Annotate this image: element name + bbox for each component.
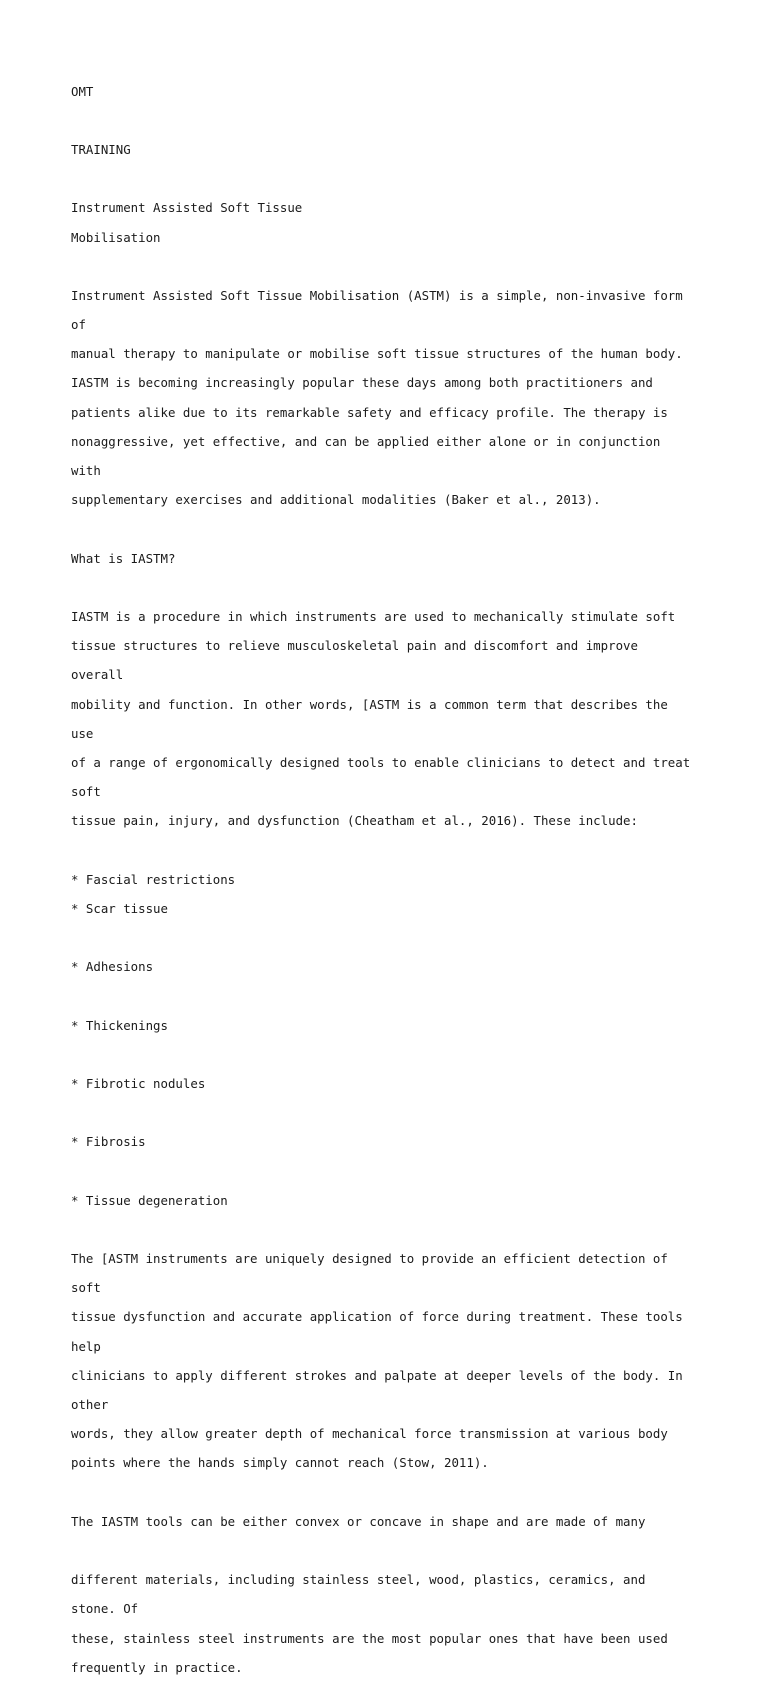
title-line: Instrument Assisted Soft Tissue: [71, 200, 303, 216]
definition-line: use: [71, 725, 94, 741]
doc-title: [71, 187, 751, 260]
bullet-group-6: [71, 1179, 751, 1223]
definition-line: of a range of ergonomically designed tools to enable clinicians to detect and treat: [71, 754, 691, 770]
intro-paragraph: [71, 274, 751, 522]
instruments-line: tissue dysfunction and accurate application of force during treatment. These tools: [71, 1309, 683, 1325]
header-text: OMT: [71, 83, 94, 99]
bullet-group-3: [71, 1004, 751, 1048]
tools-first-line-block: [71, 1500, 751, 1544]
definition-line: tissue pain, injury, and dysfunction (Cheatham et al., 2016). These include:: [71, 813, 638, 829]
tools-line: frequently in practice.: [71, 1659, 243, 1675]
intro-line: patients alike due to its remarkable safety and efficacy profile. The therapy is: [71, 404, 668, 420]
instruments-line: points where the hands simply cannot reach (Stow, 2011).: [71, 1455, 489, 1471]
definition-line: mobility and function. In other words, [ASTM is a common term that describes the: [71, 696, 668, 712]
instruments-line: The [ASTM instruments are uniquely designed to provide an efficient detection of: [71, 1251, 668, 1267]
definition-line: soft: [71, 784, 101, 800]
tools-line: stone. Of: [71, 1601, 139, 1617]
title-line: Mobilisation: [71, 229, 161, 245]
intro-line: nonaggressive, yet effective, and can be applied either alone or in conjunction: [71, 433, 661, 449]
definition-line: tissue structures to relieve musculoskeletal pain and discomfort and improve: [71, 638, 638, 654]
bullet-group-4: [71, 1062, 751, 1106]
instruments-line: clinicians to apply different strokes and palpate at deeper levels of the body. In: [71, 1367, 683, 1383]
list-item: * Fibrosis: [71, 1134, 146, 1150]
question-text: What is IASTM?: [71, 550, 176, 566]
intro-line: manual therapy to manipulate or mobilise soft tissue structures of the human body.: [71, 346, 683, 362]
instruments-line: help: [71, 1338, 101, 1354]
intro-line: Instrument Assisted Soft Tissue Mobilisation (ASTM) is a simple, non-invasive form: [71, 287, 683, 303]
instruments-paragraph: [71, 1238, 751, 1486]
definition-paragraph: [71, 595, 751, 843]
doc-header: [71, 70, 751, 114]
list-item: * Adhesions: [71, 959, 154, 975]
document-page: [71, 70, 751, 1705]
instruments-line: other: [71, 1397, 109, 1413]
section-text: TRAINING: [71, 141, 131, 157]
intro-line: IASTM is becoming increasingly popular these days among both practitioners and: [71, 375, 653, 391]
intro-line: with: [71, 463, 101, 479]
list-item: * Thickenings: [71, 1017, 168, 1033]
list-item: * Fascial restrictions: [71, 871, 236, 887]
list-item: * Tissue degeneration: [71, 1192, 228, 1208]
intro-line: of: [71, 317, 86, 333]
doc-section: [71, 128, 751, 172]
instruments-line: words, they allow greater depth of mechanical force transmission at various body: [71, 1426, 668, 1442]
definition-line: IASTM is a procedure in which instruments are used to mechanically stimulate soft: [71, 608, 676, 624]
bullet-group-2: [71, 946, 751, 990]
bullet-group-1: [71, 858, 751, 931]
tools-line: The IASTM tools can be either convex or concave in shape and are made of many: [71, 1513, 646, 1529]
definition-line: overall: [71, 667, 124, 683]
question-heading: [71, 537, 751, 581]
bullet-group-5: [71, 1121, 751, 1165]
list-item: * Fibrotic nodules: [71, 1075, 206, 1091]
intro-line: supplementary exercises and additional modalities (Baker et al., 2013).: [71, 492, 601, 508]
tools-paragraph: [71, 1559, 751, 1690]
tools-line: these, stainless steel instruments are the most popular ones that have been used: [71, 1630, 668, 1646]
instruments-line: soft: [71, 1280, 101, 1296]
tools-line: different materials, including stainless steel, wood, plastics, ceramics, and: [71, 1572, 646, 1588]
list-item: * Scar tissue: [71, 900, 168, 916]
